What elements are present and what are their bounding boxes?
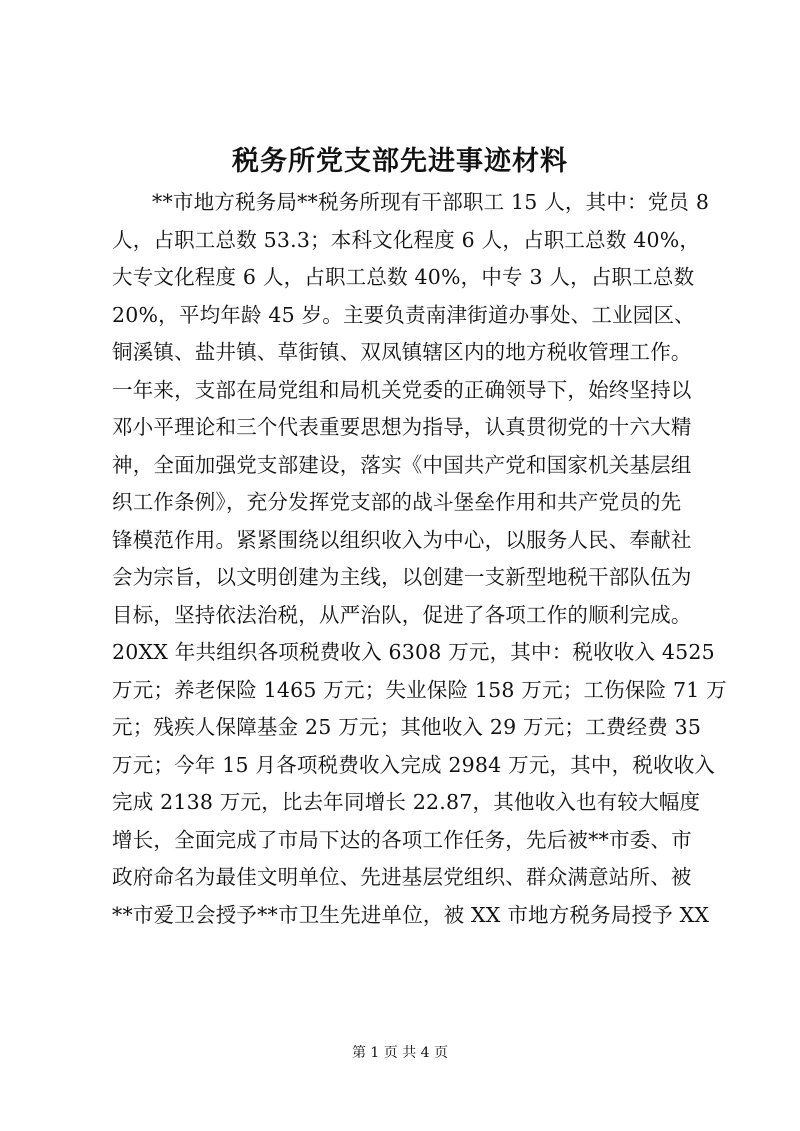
document-title: 税务所党支部先进事迹材料 — [232, 146, 568, 177]
text-line: 20%，平均年龄 45 岁。主要负责南津街道办事处、工业园区、 — [112, 302, 695, 327]
text-line: 万元；今年 15 月各项税费收入完成 2984 万元，其中，税收收入 — [112, 752, 716, 777]
body-text — [112, 184, 727, 934]
text-line: 神，全面加强党支部建设，落实《中国共产党和国家机关基层组 — [112, 452, 692, 477]
text-line: **市地方税务局**税务所现有干部职工 15 人，其中：党员 8 — [152, 190, 710, 214]
page-footer: 第 1 页 共 4 页 — [351, 1045, 449, 1061]
text-line: 织工作条例》，充分发挥党支部的战斗堡垒作用和共产党员的先 — [112, 490, 682, 514]
text-line: 一年来，支部在局党组和局机关党委的正确领导下，始终坚持以 — [112, 377, 692, 402]
text-line: 完成 2138 万元，比去年同增长 22.87，其他收入也有较大幅度 — [112, 790, 701, 814]
text-line: **市爱卫会授予**市卫生先进单位，被 XX 市地方税务局授予 XX — [112, 902, 710, 927]
text-line: 锋模范作用。紧紧围绕以组织收入为中心，以服务人民、奉献社 — [112, 527, 692, 552]
text-line: 邓小平理论和三个代表重要思想为指导，认真贯彻党的十六大精 — [112, 415, 692, 439]
text-line: 政府命名为最佳文明单位、先进基层党组织、群众满意站所、被 — [112, 865, 692, 889]
text-line: 人，占职工总数 53.3；本科文化程度 6 人，占职工总数 40%， — [112, 227, 701, 252]
text-line: 会为宗旨，以文明创建为主线，以创建一支新型地税干部队伍为 — [112, 565, 692, 589]
text-line: 20XX 年共组织各项税费收入 6308 万元，其中：税收收入 4525 — [112, 640, 715, 664]
text-line: 目标，坚持依法治税，从严治队，促进了各项工作的顺利完成。 — [112, 602, 692, 627]
text-line: 增长，全面完成了市局下达的各项工作任务，先后被**市委、市 — [112, 827, 692, 852]
text-line: 万元；养老保险 1465 万元；失业保险 158 万元；工伤保险 71 万 — [112, 677, 727, 702]
text-line: 元；残疾人保障基金 25 万元；其他收入 29 万元；工费经费 35 — [112, 715, 702, 739]
text-line: 铜溪镇、盐井镇、草街镇、双凤镇辖区内的地方税收管理工作。 — [112, 340, 692, 364]
text-line: 大专文化程度 6 人，占职工总数 40%，中专 3 人，占职工总数 — [112, 265, 695, 289]
